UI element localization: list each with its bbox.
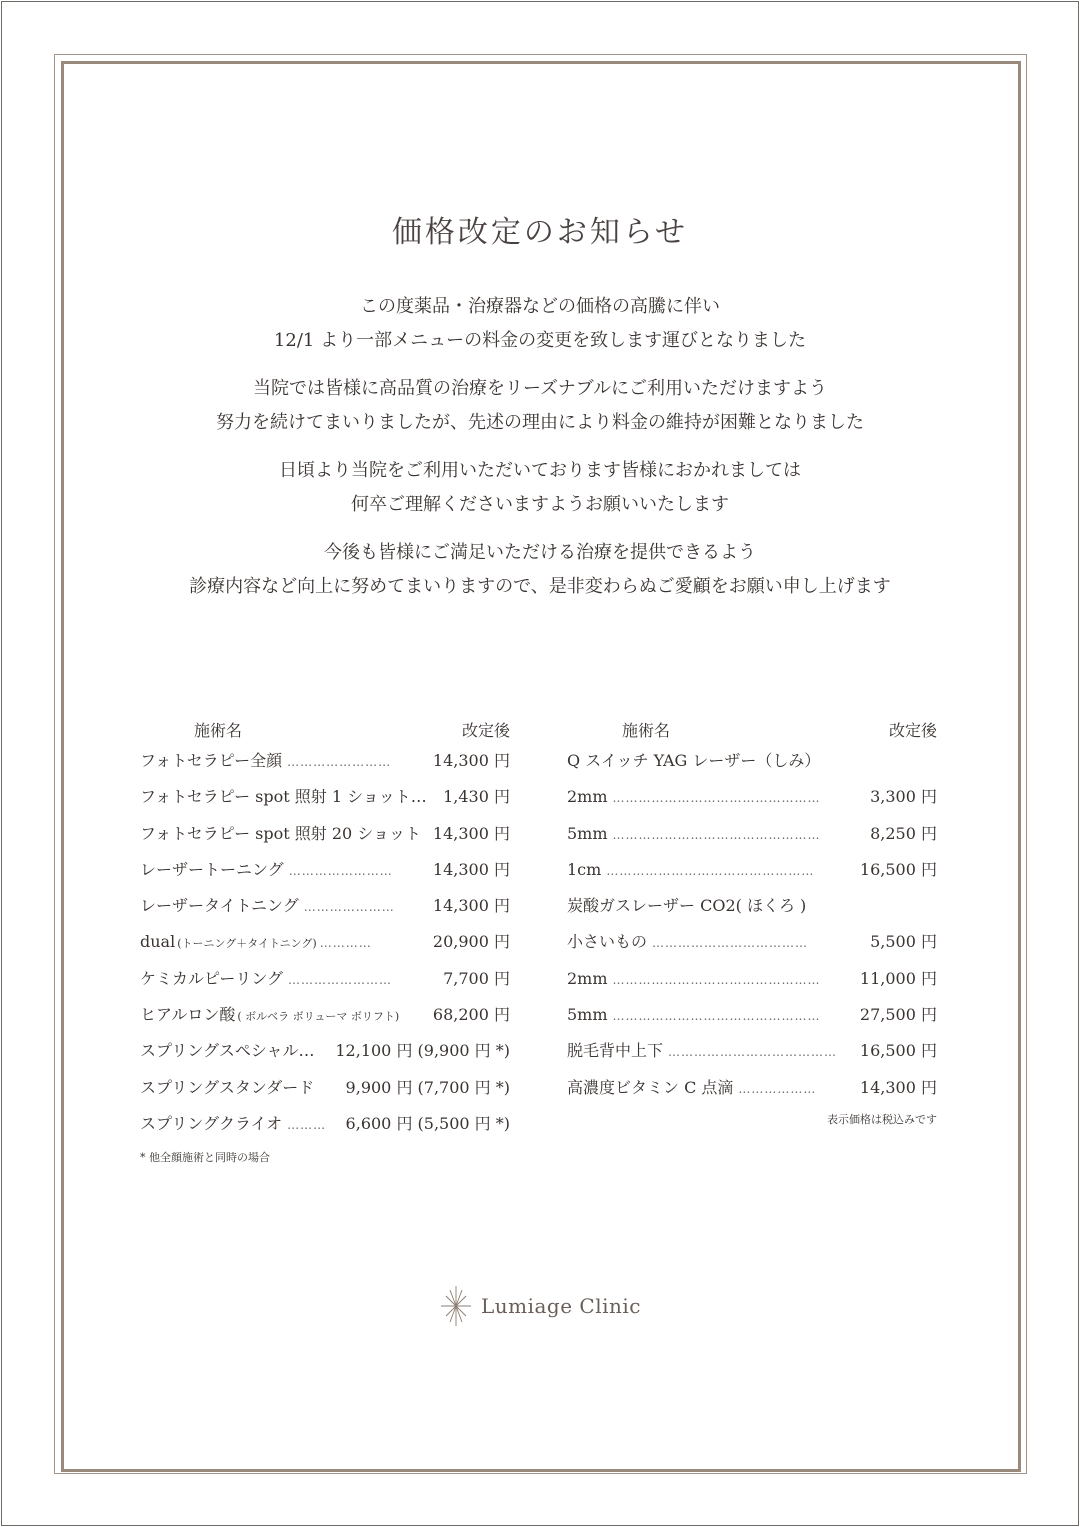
leader-dots: …………………… xyxy=(288,863,393,878)
treatment-name: フォトセラピー全顔 xyxy=(140,751,283,770)
leader-dots: ……… xyxy=(287,1117,327,1132)
price-rows-right xyxy=(567,748,937,1111)
footnote-tax-included: 表示価格は税込みです xyxy=(827,1112,937,1126)
treatment-name: 5mm xyxy=(567,823,608,843)
treatment-note: ( ボルベラ ボリューマ ボリフト) xyxy=(237,1010,400,1024)
message-line: 当院では皆様に高品質の治療をリーズナブルにご利用いただけますよう xyxy=(252,378,828,399)
price-row xyxy=(140,893,510,929)
header-treatment-name: 施術名 xyxy=(622,721,671,740)
treatment-price: 8,250 円 xyxy=(870,823,937,843)
treatment-name: dual xyxy=(140,932,176,952)
treatment-price: 14,300 円 xyxy=(432,823,510,843)
message-line: 診療内容など向上に努めてまいりますので、是非変わらぬご愛顧をお願い申し上げます xyxy=(189,576,891,597)
treatment-price: 11,000 円 xyxy=(859,968,937,988)
price-row xyxy=(140,821,510,857)
treatment-price: 14,300 円 xyxy=(432,896,510,916)
treatment-name: レーザータイトニング xyxy=(140,896,299,916)
price-list-header xyxy=(140,712,510,748)
price-row xyxy=(140,1075,510,1111)
price-row xyxy=(567,929,937,965)
treatment-name: 5mm xyxy=(567,1005,608,1025)
price-row xyxy=(140,1038,510,1074)
clinic-name: Lumiage Clinic xyxy=(480,1294,642,1318)
message-line: 12/1 より一部メニューの料金の変更を致します運びとなりました xyxy=(273,330,807,351)
treatment-name: スプリングスペシャル… xyxy=(140,1041,315,1061)
price-row xyxy=(140,1111,510,1147)
treatment-name: 1cm xyxy=(567,859,602,879)
treatment-price: 27,500 円 xyxy=(859,1005,937,1025)
treatment-name: ヒアルロン酸 xyxy=(140,1005,236,1025)
message-line: 今後も皆様にご満足いただける治療を提供できるよう xyxy=(324,542,756,563)
price-row xyxy=(567,1075,937,1111)
treatment-name: 2mm xyxy=(567,968,608,988)
treatment-name: フォトセラピー spot 照射 20 ショット xyxy=(140,823,421,843)
treatment-price: 5,500 円 xyxy=(870,932,937,952)
leader-dots: ………………… xyxy=(303,900,395,915)
price-row xyxy=(140,1002,510,1038)
price-row xyxy=(140,748,510,784)
price-list-header xyxy=(567,712,937,748)
treatment-price: 1,430 円 xyxy=(443,787,510,807)
price-row xyxy=(140,966,510,1002)
treatment-price: 9,900 円 (7,700 円 *) xyxy=(345,1077,510,1097)
treatment-price: 14,300 円 xyxy=(859,1077,937,1097)
leader-dots: ……………………………… xyxy=(652,936,809,951)
message-paragraph xyxy=(0,372,1080,440)
price-row xyxy=(567,1038,937,1074)
message-paragraph xyxy=(0,536,1080,604)
leader-dots: …………………… xyxy=(287,755,392,769)
price-row xyxy=(567,1002,937,1038)
treatment-price: 6,600 円 (5,500 円 *) xyxy=(345,1113,510,1133)
page-title: 価格改定のお知らせ xyxy=(391,215,689,250)
leader-dots: ……………… xyxy=(738,1081,817,1096)
price-row xyxy=(567,784,937,820)
message-line: 日頃より当院をご利用いただいております皆様におかれましては xyxy=(279,460,801,481)
announcement-message xyxy=(0,290,1080,618)
price-row xyxy=(140,857,510,893)
header-treatment-name: 施術名 xyxy=(194,721,243,740)
treatment-price: 7,700 円 xyxy=(443,968,510,988)
message-paragraph xyxy=(0,290,1080,358)
treatment-name: スプリングスタンダード xyxy=(140,1077,315,1097)
sparkle-icon xyxy=(439,1286,473,1326)
treatment-name: 高濃度ビタミン C 点滴 xyxy=(567,1077,734,1097)
header-revised-price: 改定後 xyxy=(461,721,510,740)
price-row xyxy=(140,929,510,965)
treatment-name: 炭酸ガスレーザー CO2( ほくろ ) xyxy=(567,896,807,916)
treatment-name: レーザートーニング xyxy=(140,859,284,879)
treatment-name: 小さいもの xyxy=(567,932,648,952)
treatment-name: ケミカルピーリング xyxy=(140,968,284,988)
price-row xyxy=(567,821,937,857)
price-list-right xyxy=(567,712,937,1127)
treatment-price: 14,300 円 xyxy=(432,751,510,770)
treatment-price: 16,500 円 xyxy=(859,1041,937,1061)
treatment-name: 脱毛背中上下 xyxy=(567,1041,664,1061)
message-line: 何卒ご理解くださいますようお願いいたします xyxy=(351,494,729,515)
leader-dots: ………………………………………… xyxy=(612,791,821,806)
message-paragraph xyxy=(0,454,1080,522)
treatment-price: 12,100 円 (9,900 円 *) xyxy=(335,1041,510,1061)
treatment-name: スプリングクライオ xyxy=(140,1113,283,1133)
treatment-price: 68,200 円 xyxy=(432,1005,510,1025)
price-row xyxy=(567,857,937,893)
message-line: 努力を続けてまいりましたが、先述の理由により料金の維持が困難となりました xyxy=(216,412,864,433)
header-revised-price: 改定後 xyxy=(888,721,937,740)
treatment-price: 20,900 円 xyxy=(432,932,510,952)
treatment-price: 14,300 円 xyxy=(432,859,510,879)
price-list-left xyxy=(140,712,510,1165)
treatment-price: 16,500 円 xyxy=(859,859,937,879)
price-row xyxy=(567,748,937,784)
clinic-logo xyxy=(0,1286,1080,1326)
leader-dots: ………………………………… xyxy=(668,1045,838,1060)
price-row xyxy=(140,784,510,820)
treatment-price: 3,300 円 xyxy=(870,787,937,807)
treatment-note: (トーニング＋タイトニング) xyxy=(177,937,317,951)
price-row xyxy=(567,893,937,929)
footnote-same-day: * 他全顔施術と同時の場合 xyxy=(140,1151,270,1165)
treatment-name: Q スイッチ YAG レーザー（しみ） xyxy=(567,751,821,770)
leader-dots: ………………………………………… xyxy=(606,863,815,878)
leader-dots: ………………………………………… xyxy=(612,827,821,842)
treatment-name: 2mm xyxy=(567,787,608,807)
price-rows-left xyxy=(140,748,510,1147)
leader-dots: ………………………………………… xyxy=(612,1009,821,1024)
leader-dots: ………………………………………… xyxy=(612,972,821,987)
treatment-name: フォトセラピー spot 照射 1 ショット… xyxy=(140,787,427,807)
price-row xyxy=(567,966,937,1002)
message-line: この度薬品・治療器などの価格の高騰に伴い xyxy=(360,296,720,317)
leader-dots: …………………… xyxy=(288,972,393,987)
leader-dots: ………… xyxy=(319,936,372,951)
